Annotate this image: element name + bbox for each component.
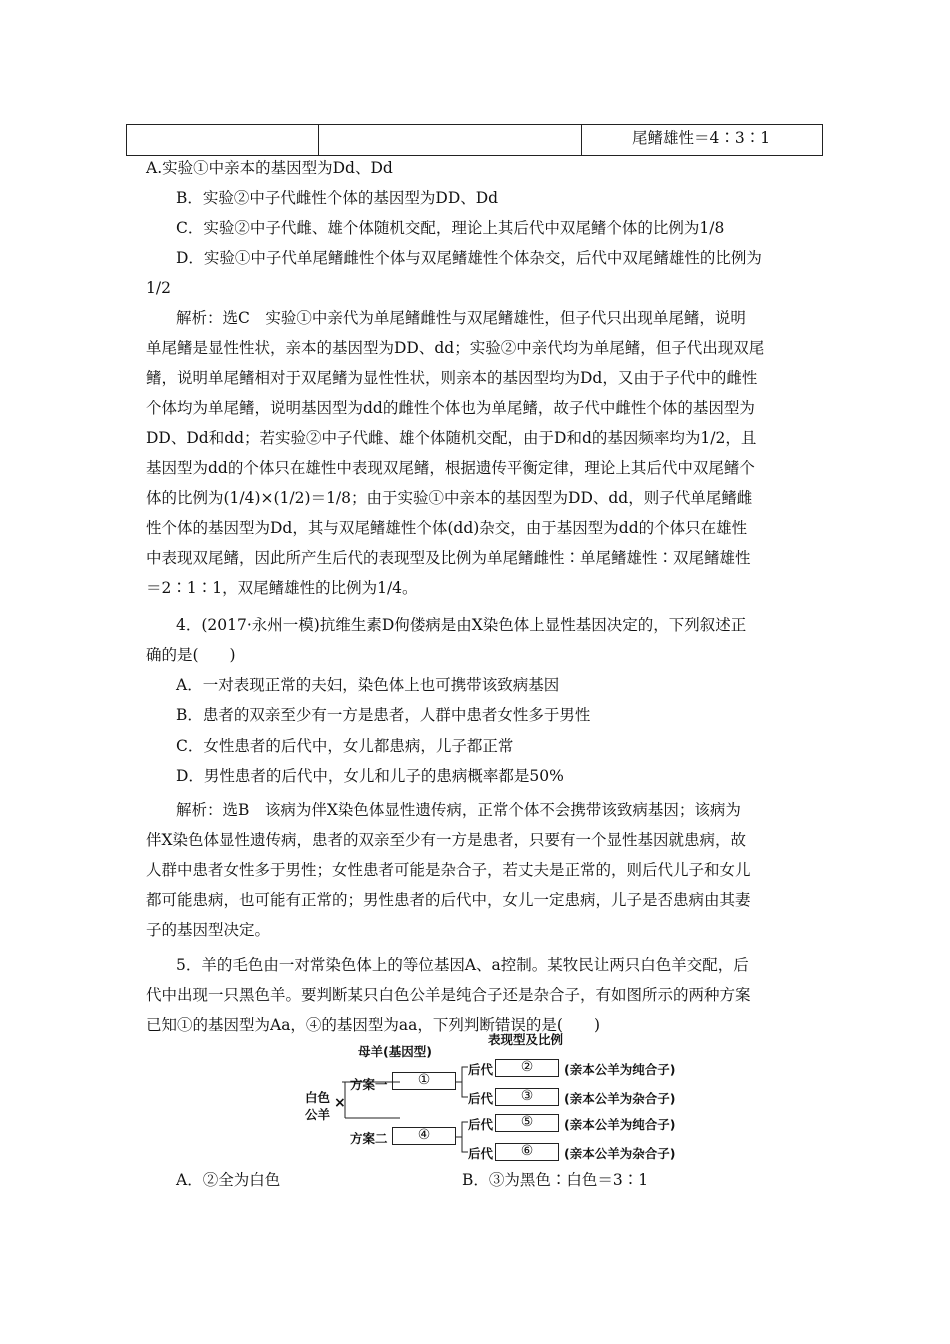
q4-option-c: C．女性患者的后代中，女儿都患病，儿子都正常: [176, 737, 514, 755]
q3-analysis-line: 鳍，说明单尾鳍相对于双尾鳍为显性性状，则亲本的基因型均为Dd，又由于子代中的雌性: [146, 369, 758, 387]
q3-option-a: A.实验①中亲本的基因型为Dd、Dd: [146, 159, 393, 177]
q3-analysis-line: DD、Dd和dd；若实验②中子代雌、雄个体随机交配，由于D和d的基因频率均为1/2，且: [146, 429, 757, 447]
q3-option-d: D．实验①中子代单尾鳍雌性个体与双尾鳍雄性个体杂交，后代中双尾鳍雄性的比例为: [176, 249, 762, 267]
q4-analysis-line: 子的基因型决定。: [146, 921, 271, 939]
q3-analysis-line: 解析：选C 实验①中亲代为单尾鳍雌性与双尾鳍雄性，但子代只出现单尾鳍，说明: [176, 309, 746, 327]
label-ram: 公羊: [305, 1107, 331, 1122]
q4-option-d: D．男性患者的后代中，女儿和儿子的患病概率都是50%: [176, 767, 564, 785]
q4-analysis-line: 都可能患病，也可能有正常的；男性患者的后代中，女儿一定患病，儿子是否患病由其妻: [146, 891, 751, 909]
q3-option-c: C．实验②中子代雌、雄个体随机交配，理论上其后代中双尾鳍个体的比例为1/8: [176, 219, 725, 237]
q5-stem: 5．羊的毛色由一对常染色体上的等位基因A、a控制。某牧民让两只白色羊交配，后: [176, 956, 749, 974]
note-homozygous: (亲本公羊为纯合子): [564, 1062, 676, 1077]
plan-two-label: 方案二: [350, 1131, 388, 1146]
q3-analysis-line: 体的比例为(1/4)×(1/2)＝1/8；由于实验①中亲本的基因型为DD、dd，则子代单尾鳍雌: [146, 489, 753, 507]
note-homozygous: (亲本公羊为纯合子): [564, 1117, 676, 1132]
col-header-phenotype: 表现型及比例: [488, 1032, 564, 1047]
cross-symbol: ×: [334, 1095, 346, 1111]
q3-analysis-line: 性个体的基因型为Dd，其与双尾鳍雄性个体(dd)杂交，由于基因型为dd的个体只在雄性: [146, 519, 748, 537]
q5-option-a: A．②全为白色: [176, 1171, 281, 1189]
q4-analysis-line: 伴X染色体显性遗传病，患者的双亲至少有一方是患者，只要有一个显性基因就患病，故: [146, 831, 747, 849]
q3-analysis-line: 个体均为单尾鳍，说明基因型为dd的雌性个体也为单尾鳍，故子代中雌性个体的基因型为: [146, 399, 755, 417]
q5-option-b: B．③为黑色∶白色＝3∶1: [462, 1171, 649, 1189]
offspring-label: 后代: [468, 1146, 494, 1161]
genotype-box-4: ④: [392, 1127, 456, 1145]
q4-option-b: B．患者的双亲至少有一方是患者，人群中患者女性多于男性: [176, 706, 591, 724]
q4-stem-cont: 确的是( ): [146, 646, 236, 664]
q3-analysis-line: 单尾鳍是显性性状，亲本的基因型为DD、dd；实验②中亲代均为单尾鳍，但子代出现双尾: [146, 339, 765, 357]
table-cell: 尾鳍雄性＝4∶3∶1: [632, 129, 771, 147]
q4-analysis-line: 解析：选B 该病为伴X染色体显性遗传病，正常个体不会携带该致病基因；该病为: [176, 801, 741, 819]
col-header-mother: 母羊(基因型): [358, 1044, 432, 1059]
phenotype-box-3: ③: [495, 1088, 559, 1106]
offspring-label: 后代: [468, 1062, 494, 1077]
genotype-box-1: ①: [392, 1072, 456, 1090]
q4-option-a: A．一对表现正常的夫妇，染色体上也可携带该致病基因: [176, 676, 560, 694]
offspring-label: 后代: [468, 1117, 494, 1132]
q3-analysis-line: ＝2∶1∶1，双尾鳍雄性的比例为1/4。: [146, 579, 418, 597]
right-brace-lower: [456, 1122, 468, 1152]
note-heterozygous: (亲本公羊为杂合子): [564, 1091, 676, 1106]
q3-analysis-line: 中表现双尾鳍，因此所产生后代的表现型及比例为单尾鳍雌性∶单尾鳍雄性∶双尾鳍雄性: [146, 549, 751, 567]
q3-analysis-line: 基因型为dd的个体只在雄性中表现双尾鳍，根据遗传平衡定律，理论上其后代中双尾鳍个: [146, 459, 755, 477]
q4-stem: 4．(2017·永州一模)抗维生素D佝偻病是由X染色体上显性基因决定的，下列叙述正: [176, 616, 747, 634]
phenotype-box-2: ②: [495, 1059, 559, 1077]
q5-stem-cont: 已知①的基因型为Aa，④的基因型为aa，下列判断错误的是( ): [146, 1016, 601, 1034]
q5-stem-cont: 代中出现一只黑色羊。要判断某只白色公羊是纯合子还是杂合子，有如图所示的两种方案: [146, 986, 751, 1004]
note-heterozygous: (亲本公羊为杂合子): [564, 1146, 676, 1161]
phenotype-box-5: ⑤: [495, 1114, 559, 1132]
label-white: 白色: [305, 1090, 331, 1105]
phenotype-box-6: ⑥: [495, 1143, 559, 1161]
right-brace-upper: [456, 1067, 468, 1097]
plan-one-label: 方案一: [350, 1077, 388, 1092]
offspring-label: 后代: [468, 1091, 494, 1106]
q3-option-b: B．实验②中子代雌性个体的基因型为DD、Dd: [176, 189, 499, 207]
q3-option-d-cont: 1/2: [146, 279, 171, 297]
q4-analysis-line: 人群中患者女性多于男性；女性患者可能是杂合子，若丈夫是正常的，则后代儿子和女儿: [146, 861, 751, 879]
